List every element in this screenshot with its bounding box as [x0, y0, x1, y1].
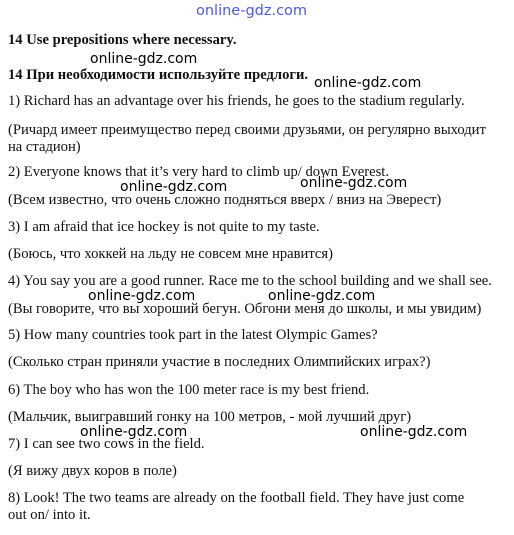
- item-5-en: 5) How many countries took part in the latest Olympic Games?: [8, 327, 378, 343]
- watermark: online-gdz.com: [88, 288, 196, 304]
- watermark: online-gdz.com: [300, 175, 408, 191]
- item-4-ru: (Вы говорите, что вы хороший бегун. Обгони меня до школы, и мы увидим): [8, 301, 482, 317]
- heading-en: 14 Use prepositions where necessary.: [8, 32, 237, 48]
- heading-ru: 14 При необходимости используйте предлоги.: [8, 67, 309, 83]
- item-2-en: 2) Everyone knows that it’s very hard to climb up/ down Everest.: [8, 164, 389, 180]
- item-6-ru: (Мальчик, выигравший гонку на 100 метров, - мой лучший друг): [8, 409, 412, 425]
- item-1-en: 1) Richard has an advantage over his friends, he goes to the stadium regularly.: [8, 93, 465, 109]
- watermark: online-gdz.com: [360, 424, 468, 440]
- item-2-ru: (Всем известно, что очень сложно подняться вверх / вниз на Эверест): [8, 192, 442, 208]
- watermark-top: online-gdz.com: [196, 3, 308, 19]
- watermark: online-gdz.com: [268, 288, 376, 304]
- watermark: online-gdz.com: [314, 75, 422, 91]
- item-3-en: 3) I am afraid that ice hockey is not quite to my taste.: [8, 219, 320, 235]
- item-6-en: 6) The boy who has won the 100 meter race is my best friend.: [8, 382, 370, 398]
- item-7-ru: (Я вижу двух коров в поле): [8, 463, 177, 479]
- item-7-en: 7) I can see two cows in the field.: [8, 436, 205, 452]
- item-8-en-line-2: out on/ into it.: [8, 507, 91, 523]
- item-8-en-line-1: 8) Look! The two teams are already on the football field. They have just come: [8, 490, 465, 506]
- item-5-ru: (Сколько стран приняли участие в последних Олимпийских играх?): [8, 354, 431, 370]
- watermark: online-gdz.com: [90, 51, 198, 67]
- watermark: online-gdz.com: [80, 424, 188, 440]
- item-1-ru-line-2: на стадион): [8, 139, 81, 155]
- item-3-ru: (Боюсь, что хоккей на льду не совсем мне нравится): [8, 246, 333, 262]
- item-4-en: 4) You say you are a good runner. Race me to the school building and we shall see.: [8, 273, 492, 289]
- item-1-ru-line-1: (Ричард имеет преимущество перед своими друзьями, он регулярно выходит: [8, 122, 486, 138]
- watermark: online-gdz.com: [120, 179, 228, 195]
